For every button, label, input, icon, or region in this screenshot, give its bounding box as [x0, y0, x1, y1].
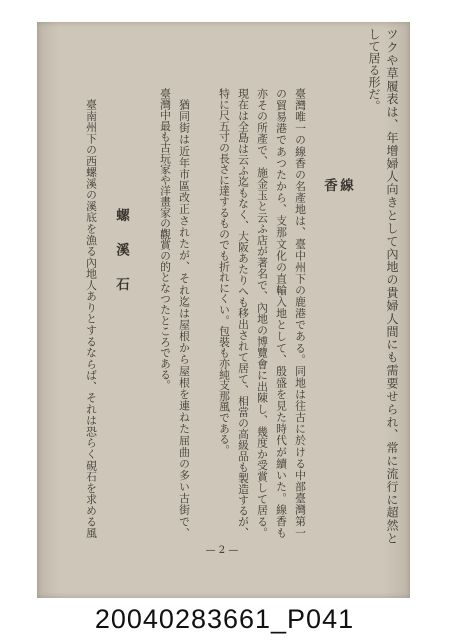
section-heading: 螺溪石 — [113, 208, 129, 312]
text-column: 臺灣唯一の線香の名產地は、臺中州下の鹿港である。同地は往古に於ける中部臺灣第一 — [294, 88, 307, 538]
text-column: 臺南州下の西螺溪の溪底を漁る內地人ありとするならば、それは恐らく硯石を求める風 — [85, 98, 98, 538]
section-heading: 線香 — [321, 178, 353, 241]
text-column: して居る形だ。 — [367, 28, 381, 112]
text-column: の貿易港であつたから、支那文化の直輸入地として、殷盛を見た時代が續いた。線香も — [275, 88, 288, 538]
text-column: 猶同街は近年市區改正されたが、それ迄は屋根から屋根を連ねた屈曲の多い古街で、 — [178, 98, 191, 538]
page-number: — 2 — — [205, 545, 239, 556]
text-column: ツクや草履表は、年增婦人向きとして內地の貴婦人間にも需要せられ、常に流行に超然と — [385, 28, 399, 544]
text-column: 亦その所產で、施金玉と云ふ店が著名で、內地の博覽會に出陳し、幾度か受賞して居る。 — [256, 88, 269, 538]
document-page — [37, 22, 410, 598]
archive-caption: 20040283661_P041 — [94, 604, 355, 634]
text-column: 特に尺五寸の長さに達するものでも折れにくい。包裝も亦純支那風である。 — [218, 88, 231, 456]
text-column: 臺灣中最も古玩家や洋畫家の觀賞の的となつたところである。 — [159, 88, 172, 391]
text-column: 現在は全島は云ふ迄もなく、大阪あたりへも移出されて居て、相當の高級品も製造するが、 — [237, 88, 250, 538]
